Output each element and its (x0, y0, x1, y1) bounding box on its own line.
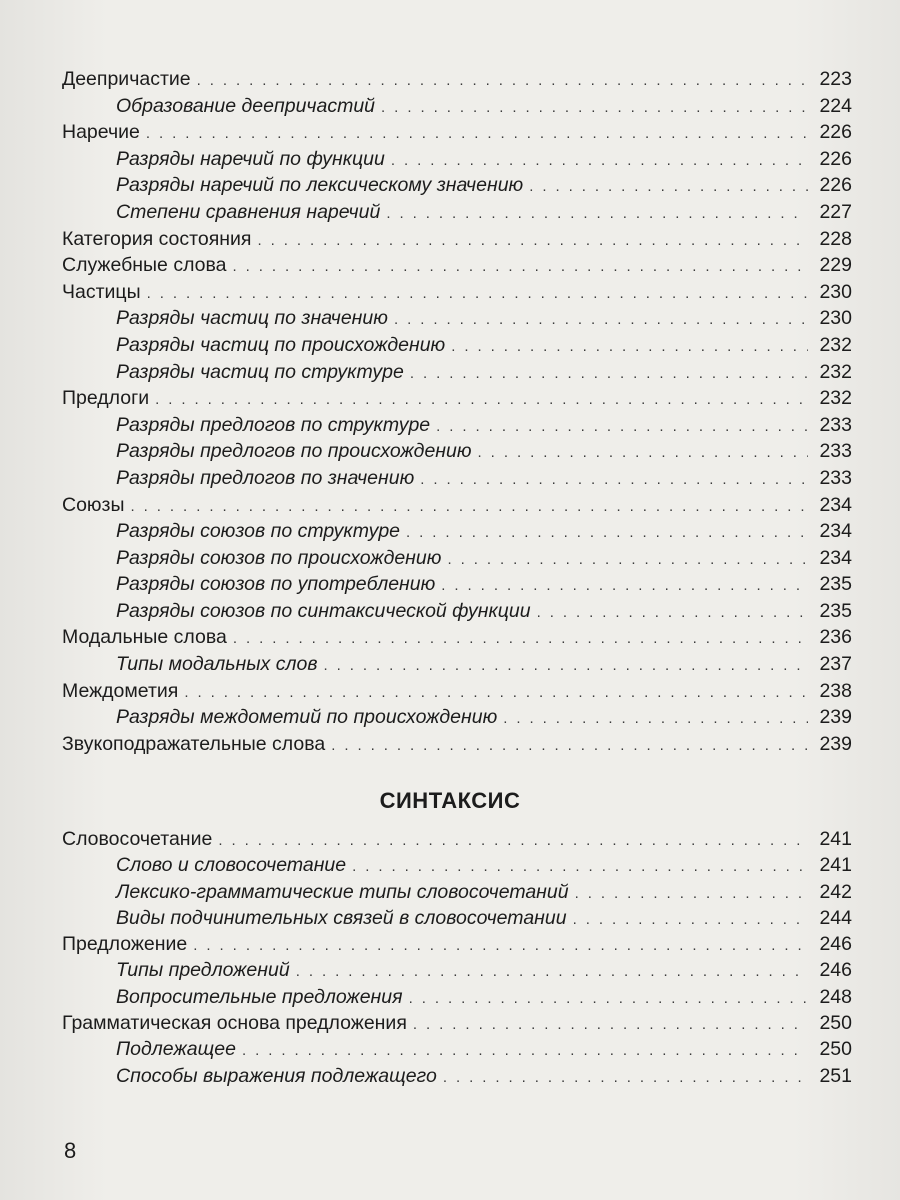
toc-entry (62, 252, 852, 279)
toc-entry (62, 826, 852, 852)
toc-entry-title: Междометия (62, 679, 179, 702)
dot-leader (447, 547, 808, 574)
toc-entry-title: Разряды союзов по происхождению (116, 546, 442, 569)
toc-entry (62, 199, 852, 226)
dot-leader (381, 95, 808, 122)
toc-entry (62, 359, 852, 386)
dot-leader (391, 148, 808, 175)
toc-entry (62, 305, 852, 332)
toc-entry (62, 66, 852, 93)
toc-entry-page: 229 (819, 254, 852, 277)
toc-entry-page: 239 (819, 706, 852, 729)
dot-leader (575, 881, 808, 907)
dot-leader (324, 653, 809, 680)
dot-leader (352, 854, 808, 880)
toc-entry-page: 228 (819, 227, 852, 250)
toc-entry (62, 731, 852, 758)
dot-leader (197, 68, 808, 95)
toc-entry (62, 412, 852, 439)
toc-entry (62, 279, 852, 306)
toc-entry (62, 905, 852, 931)
toc-entry (62, 172, 852, 199)
toc-entry-title: Типы модальных слов (116, 653, 318, 676)
toc-entry-page: 230 (819, 280, 852, 303)
toc-entry-page: 226 (819, 147, 852, 170)
toc-entry (62, 598, 852, 625)
toc-entry-title: Разряды наречий по лексическому значению (116, 174, 524, 197)
toc-entry-page: 248 (819, 985, 852, 1008)
page-number: 8 (64, 1138, 77, 1163)
toc-entry-page: 224 (819, 94, 852, 117)
toc-entry-title: Разряды союзов по синтаксической функции (116, 599, 531, 622)
toc-entry-title: Слово и словосочетание (116, 854, 347, 877)
toc-entry-title: Категория состояния (62, 227, 252, 250)
toc-entry-page: 239 (819, 732, 852, 755)
toc-entry (62, 571, 852, 598)
dot-leader (537, 600, 808, 627)
toc-entry-page: 234 (819, 546, 852, 569)
toc-entry (62, 1010, 852, 1036)
toc-entry-title: Служебные слова (62, 254, 227, 277)
dot-leader (233, 254, 809, 281)
toc-entry (62, 545, 852, 572)
toc-entry-title: Разряды союзов по употреблению (116, 573, 436, 596)
toc-entry (62, 93, 852, 120)
dot-leader (443, 1065, 808, 1091)
dot-leader (451, 334, 808, 361)
dot-leader (184, 680, 808, 707)
toc-entry-title: Разряды частиц по происхождению (116, 333, 446, 356)
toc-entry (62, 438, 852, 465)
toc-entry-title: Разряды предлогов по происхождению (116, 440, 472, 463)
toc-entry-title: Лексико-грамматические типы словосочетаний (116, 880, 569, 903)
dot-leader (147, 281, 808, 308)
toc-entry-title: Разряды наречий по функции (116, 147, 385, 170)
toc-entry (62, 492, 852, 519)
dot-leader (394, 307, 808, 334)
toc-entry-page: 232 (819, 360, 852, 383)
toc-entry-title: Словосочетание (62, 828, 213, 850)
toc-entry-title: Частицы (62, 280, 141, 303)
toc-entry-title: Предложение (62, 933, 188, 956)
dot-leader (573, 907, 808, 933)
toc-entry-page: 235 (819, 599, 852, 622)
toc-entry-page: 242 (819, 880, 852, 903)
dot-leader (503, 706, 808, 733)
toc-entry-title: Разряды предлогов по значению (116, 466, 415, 489)
dot-leader (413, 1012, 808, 1038)
toc-entry-page: 236 (819, 626, 852, 649)
toc-entry-title: Подлежащее (116, 1038, 236, 1061)
dot-leader (242, 1038, 808, 1064)
toc-entry-title: Звукоподражательные слова (62, 732, 326, 755)
toc-entry-page: 227 (819, 200, 852, 223)
toc-entry (62, 624, 852, 651)
dot-leader (296, 959, 808, 985)
toc-entry-page: 233 (819, 413, 852, 436)
toc-entry (62, 1036, 852, 1062)
table-of-contents-syntax (62, 826, 852, 1089)
toc-entry-title: Способы выражения подлежащего (116, 1064, 437, 1087)
toc-entry (62, 119, 852, 146)
dot-leader (406, 520, 808, 547)
toc-entry-title: Деепричастие (62, 68, 191, 90)
dot-leader (257, 228, 808, 255)
toc-entry-title: Типы предложений (116, 959, 290, 982)
toc-entry-page: 246 (819, 933, 852, 956)
dot-leader (529, 174, 808, 201)
toc-entry-page: 246 (819, 959, 852, 982)
toc-entry (62, 931, 852, 957)
toc-entry-page: 244 (819, 906, 852, 929)
dot-leader (131, 494, 808, 521)
dot-leader (441, 573, 808, 600)
dot-leader (331, 733, 808, 760)
toc-entry-page: 250 (819, 1038, 852, 1061)
toc-entry-page: 234 (819, 520, 852, 543)
dot-leader (409, 986, 808, 1012)
toc-entry-page: 237 (819, 653, 852, 676)
toc-entry-title: Союзы (62, 493, 125, 516)
toc-entry-title: Предлоги (62, 387, 150, 410)
toc-entry-page: 230 (819, 307, 852, 330)
toc-entry-title: Степени сравнения наречий (116, 200, 381, 223)
toc-entry-page: 226 (819, 174, 852, 197)
toc-entry (62, 678, 852, 705)
toc-entry-page: 250 (819, 1012, 852, 1035)
toc-entry-page: 234 (819, 493, 852, 516)
dot-leader (420, 467, 808, 494)
toc-entry-title: Виды подчинительных связей в словосочетании (116, 906, 567, 929)
toc-entry (62, 957, 852, 983)
toc-entry (62, 879, 852, 905)
dot-leader (193, 933, 808, 959)
toc-entry-page: 241 (819, 854, 852, 877)
toc-entry (62, 226, 852, 253)
toc-entry (62, 146, 852, 173)
toc-entry-page: 233 (819, 466, 852, 489)
toc-entry-page: 235 (819, 573, 852, 596)
section-heading: СИНТАКСИС (379, 788, 521, 813)
toc-entry-page: 241 (819, 828, 852, 850)
toc-entry (62, 651, 852, 678)
toc-entry-title: Разряды частиц по структуре (116, 360, 404, 383)
dot-leader (386, 201, 808, 228)
toc-entry (62, 1063, 852, 1089)
toc-entry (62, 518, 852, 545)
toc-entry-title: Разряды союзов по структуре (116, 520, 401, 543)
toc-entry-page: 251 (819, 1064, 852, 1087)
toc-entry-page: 233 (819, 440, 852, 463)
toc-entry-page: 232 (819, 387, 852, 410)
dot-leader (146, 121, 808, 148)
toc-entry (62, 385, 852, 412)
toc-entry-title: Разряды частиц по значению (116, 307, 388, 330)
dot-leader (410, 361, 808, 388)
toc-entry-title: Образование деепричастий (116, 94, 376, 117)
toc-entry-title: Наречие (62, 121, 140, 144)
toc-entry-page: 238 (819, 679, 852, 702)
toc-entry (62, 332, 852, 359)
toc-entry-title: Разряды предлогов по структуре (116, 413, 431, 436)
toc-entry-page: 232 (819, 333, 852, 356)
toc-entry (62, 465, 852, 492)
toc-entry (62, 704, 852, 731)
toc-entry-title: Модальные слова (62, 626, 227, 649)
table-of-contents-morphology (62, 66, 852, 757)
toc-entry-page: 223 (819, 68, 852, 90)
dot-leader (478, 440, 808, 467)
dot-leader (436, 414, 808, 441)
toc-entry (62, 852, 852, 878)
toc-entry-title: Разряды междометий по происхождению (116, 706, 498, 729)
toc-entry-page: 226 (819, 121, 852, 144)
toc-entry-title: Грамматическая основа предложения (62, 1012, 407, 1035)
dot-leader (155, 387, 808, 414)
toc-entry (62, 984, 852, 1010)
dot-leader (218, 828, 808, 854)
toc-entry-title: Вопросительные предложения (116, 985, 403, 1008)
dot-leader (233, 626, 808, 653)
